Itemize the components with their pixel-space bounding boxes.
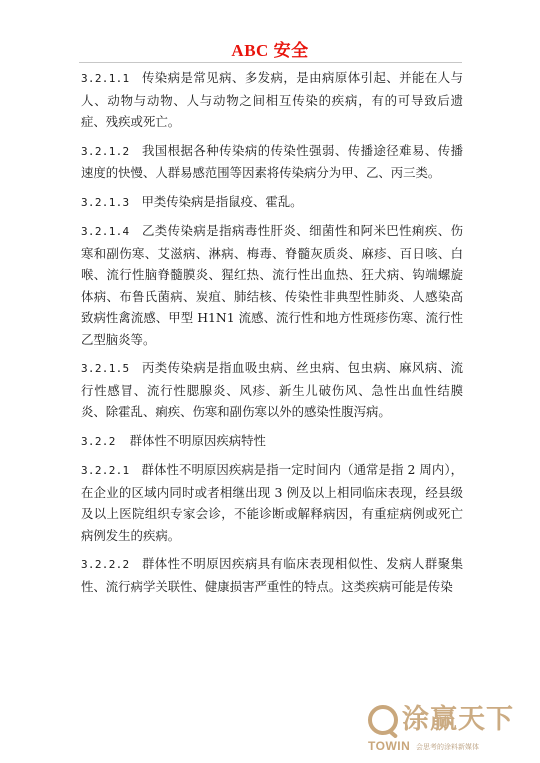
magnifier-logo-icon [368,705,398,735]
paragraph-3-2-1-1 [81,67,463,133]
clause-text: 传染病是常见病、多发病，是由病原体引起、并能在人与人、动物与动物、人与动物之间相互传染的疾病，有的可导致后遗症、残疾或死亡。 [81,70,463,129]
clause-text: 乙类传染病是指病毒性肝炎、细菌性和阿米巴性痢疾、伤寒和副伤寒、艾滋病、淋病、梅毒、脊髓灰质炎、麻疹、百日咳、白喉、流行性脑脊髓膜炎、猩红热、流行性出血热、狂犬病、钩端螺旋体病、布鲁氏菌病、炭疽、肺结核、传染性非典型性肺炎、人感染高致病性禽流感、甲型 H1N1 流感、流行性和地方性斑疹伤寒、流行性乙型脑炎等。 [81,223,463,347]
clause-number: 3.2.2.2 [81,558,130,571]
paragraph-3-2-2-2 [81,553,463,597]
paragraph-3-2-1-2 [81,140,463,184]
clause-number: 3.2.1.3 [81,195,130,209]
page-header [0,36,540,61]
clause-number: 3.2.2.1 [81,464,130,477]
clause-number: 3.2.1.2 [81,144,130,158]
towin-watermark [366,703,526,755]
watermark-brand: TOWIN [368,739,411,753]
section-number: 3.2.2 [81,434,116,448]
clause-number: 3.2.1.5 [81,362,130,375]
section-title: 群体性不明原因疾病特性 [129,432,266,448]
paragraph-3-2-1-4 [81,220,463,350]
header-divider [79,62,462,63]
section-heading-3-2-2 [81,430,463,453]
watermark-tagline: 会思考的涂料新媒体 [416,743,479,751]
watermark-chinese-text: 涂赢天下 [402,704,514,735]
clause-number: 3.2.1.1 [81,72,130,85]
header-title: ABC 安全 [231,41,309,60]
document-body [81,67,463,604]
clause-text: 我国根据各种传染病的传染性强弱、传播途径难易、传播速度的快慢、人群易感范围等因素将传染病分为甲、乙、丙三类。 [81,142,463,180]
clause-number: 3.2.1.4 [81,225,130,238]
clause-text: 群体性不明原因疾病是指一定时间内（通常是指 2 周内），在企业的区域内同时或者相继出现 3 例及以上相同临床表现，经县级及以上医院组织专家会诊，不能诊断或解释病因，有重症病例或死亡病例发生的疾病。 [81,462,463,543]
clause-text: 丙类传染病是指血吸虫病、丝虫病、包虫病、麻风病、流行性感冒、流行性腮腺炎、风疹、新生儿破伤风、急性出血性结膜炎、除霍乱、痢疾、伤寒和副伤寒以外的感染性腹泻病。 [81,360,463,419]
clause-text: 甲类传染病是指鼠疫、霍乱。 [141,193,303,209]
paragraph-3-2-1-5 [81,357,463,423]
paragraph-3-2-1-3 [81,191,463,214]
clause-text: 群体性不明原因疾病具有临床表现相似性、发病人群聚集性、流行病学关联性、健康损害严重性的特点。这类疾病可能是传染 [81,556,463,594]
paragraph-3-2-2-1 [81,459,463,546]
